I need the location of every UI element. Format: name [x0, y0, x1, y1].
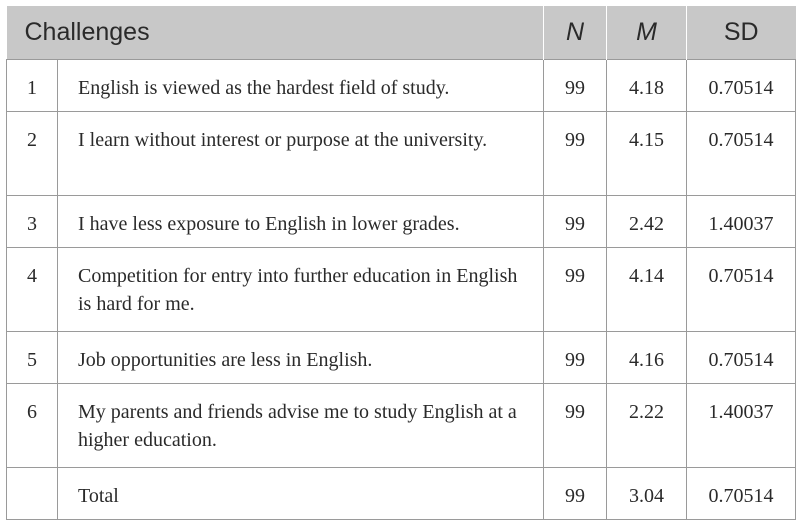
challenges-table [6, 6, 796, 520]
row-challenge: My parents and friends advise me to study English at a higher education. [58, 384, 544, 468]
row-sd: 0.70514 [687, 112, 796, 196]
row-sd: 0.70514 [687, 60, 796, 112]
row-number: 2 [7, 112, 58, 196]
row-m: 2.22 [607, 384, 687, 468]
row-n: 99 [544, 196, 607, 248]
table-header-row [7, 6, 796, 60]
table-row [7, 332, 796, 384]
row-challenge: Job opportunities are less in English. [58, 332, 544, 384]
row-number: 3 [7, 196, 58, 248]
row-number: 4 [7, 248, 58, 332]
row-m: 4.18 [607, 60, 687, 112]
header-m: M [607, 6, 687, 60]
challenges-table-container [6, 6, 795, 520]
row-sd: 0.70514 [687, 248, 796, 332]
row-n: 99 [544, 112, 607, 196]
header-challenges: Challenges [7, 6, 544, 60]
row-number: 6 [7, 384, 58, 468]
row-number: 5 [7, 332, 58, 384]
table-row [7, 196, 796, 248]
total-m: 3.04 [607, 468, 687, 520]
row-m: 4.15 [607, 112, 687, 196]
header-n: N [544, 6, 607, 60]
total-sd: 0.70514 [687, 468, 796, 520]
row-n: 99 [544, 332, 607, 384]
row-challenge: Competition for entry into further education in English is hard for me. [58, 248, 544, 332]
row-challenge: English is viewed as the hardest field of study. [58, 60, 544, 112]
row-sd: 1.40037 [687, 384, 796, 468]
row-n: 99 [544, 60, 607, 112]
header-sd: SD [687, 6, 796, 60]
row-m: 4.14 [607, 248, 687, 332]
row-m: 4.16 [607, 332, 687, 384]
table-row [7, 384, 796, 468]
row-challenge: I learn without interest or purpose at the university. [58, 112, 544, 196]
table-row [7, 248, 796, 332]
row-n: 99 [544, 384, 607, 468]
table-row [7, 112, 796, 196]
row-n: 99 [544, 248, 607, 332]
row-sd: 0.70514 [687, 332, 796, 384]
total-n: 99 [544, 468, 607, 520]
row-sd: 1.40037 [687, 196, 796, 248]
row-m: 2.42 [607, 196, 687, 248]
row-challenge: I have less exposure to English in lower grades. [58, 196, 544, 248]
row-number: 1 [7, 60, 58, 112]
table-row [7, 60, 796, 112]
total-label: Total [58, 468, 544, 520]
